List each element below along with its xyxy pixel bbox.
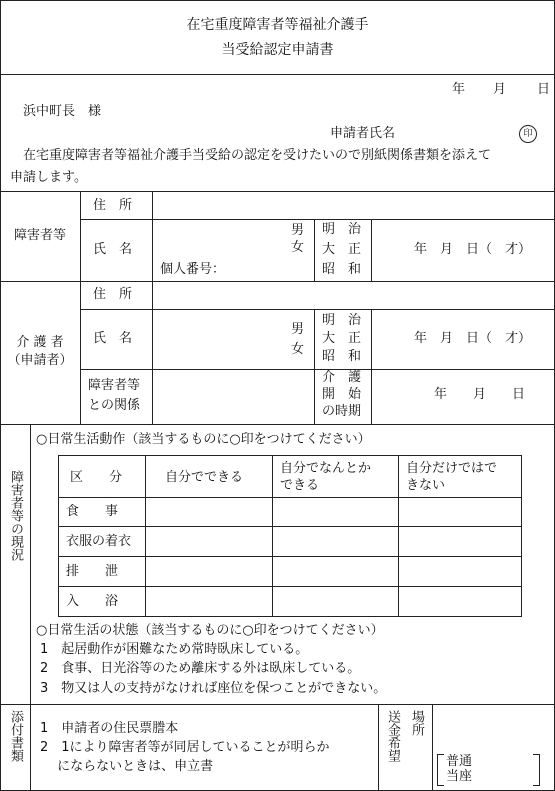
relation-field[interactable] [153, 370, 313, 423]
adl-heading: ○日常生活動作（該当するものに○印をつけてください） [36, 432, 371, 447]
disabled-address-label: 住 所 [93, 198, 133, 213]
adl-table-rule [145, 455, 146, 616]
disabled-name-field[interactable] [153, 220, 303, 260]
caregiver-birthdate[interactable]: 年 月 日（ 才） [414, 331, 532, 346]
adl-row-eating: 食 事 [66, 504, 119, 519]
divider [0, 424, 555, 425]
relation-label-line2: との関係 [88, 398, 141, 413]
seal-mark: 印 [519, 125, 537, 143]
attachment-item-2-cont: にならないときは、申立書 [40, 759, 214, 774]
caregiver-name-field[interactable] [153, 310, 303, 368]
caregiver-name-label: 氏 名 [93, 331, 133, 346]
adl-row-excretion: 排 泄 [66, 564, 119, 579]
disabled-gender-male[interactable]: 男 [291, 223, 305, 238]
divider [80, 191, 81, 424]
adl-header-cannot-alone: 自分だけではで きない [406, 461, 498, 493]
caregiver-section-label: 介 護 者 [16, 335, 64, 350]
remittance-label-2: 場所 [409, 710, 424, 736]
disabled-gender-female[interactable]: 女 [291, 240, 305, 255]
date-day-label: 日 [537, 82, 551, 97]
remittance-label: 送金希望 [385, 710, 400, 762]
disabled-era-taisho[interactable]: 大 正 [322, 242, 362, 257]
divider [371, 219, 372, 281]
adl-table-rule [58, 497, 522, 498]
status-section-label: 障害者等の現況 [8, 470, 23, 561]
life-status-option[interactable]: 1 起居動作が困難なため常時臥床している。 [40, 642, 309, 657]
disabled-birthdate[interactable]: 年 月 日（ 才） [414, 242, 532, 257]
bracket-left [437, 754, 444, 786]
life-status-heading: ○日常生活の状態（該当するものに○印をつけてください） [36, 623, 384, 638]
caregiver-applicant-note: （申請者） [7, 353, 73, 368]
adl-row-dressing: 衣服の着衣 [66, 534, 132, 549]
caregiver-gender-male[interactable]: 男 [291, 322, 305, 337]
divider [30, 424, 31, 791]
mynumber-label: 個人番号： [160, 262, 226, 277]
life-status-option[interactable]: 2 食事、日光浴等のため離床する外は臥床している。 [40, 661, 361, 676]
divider [314, 219, 315, 281]
divider [371, 309, 372, 424]
adl-table-rule [398, 455, 399, 616]
disabled-era-meiji[interactable]: 明 治 [322, 222, 362, 237]
divider [378, 704, 379, 791]
divider [314, 309, 315, 424]
date-year-label: 年 [452, 82, 466, 97]
adl-header-can-manage: 自分でなんとか できる [280, 461, 372, 493]
attachments-section-label: 添付書類 [8, 710, 23, 762]
adl-header-can-do: 自分でできる [165, 470, 244, 485]
form-title-line2: 当受給認定申請書 [221, 42, 334, 58]
attachment-item-1: 1 申請者の住民票謄本 [40, 721, 179, 736]
divider [0, 74, 555, 75]
adl-table-rule [272, 455, 273, 616]
adl-table-rule [58, 526, 522, 527]
applicant-name-label: 申請者氏名 [330, 126, 396, 141]
caregiver-era-showa[interactable]: 昭 和 [322, 349, 362, 364]
caregiver-era-taisho[interactable]: 大 正 [322, 331, 362, 346]
disabled-address-field[interactable] [153, 192, 554, 219]
adl-table-rule [58, 586, 522, 587]
intro-text-line1: 在宅重度障害者等福祉介護手当受給の認定を受けたいので別紙関係書類を添えて [23, 148, 492, 163]
caregiver-address-field[interactable] [153, 282, 554, 309]
divider [432, 704, 433, 791]
care-start-label-line1: 介 護 [322, 370, 362, 385]
adl-row-bathing: 入 浴 [66, 594, 119, 609]
caregiver-era-meiji[interactable]: 明 治 [322, 313, 362, 328]
date-month-label: 月 [493, 82, 507, 97]
account-type-ordinary[interactable]: 普通 [446, 754, 473, 769]
caregiver-address-label: 住 所 [93, 287, 133, 302]
account-type-checking[interactable]: 当座 [446, 769, 473, 784]
disabled-section-label: 障害者等 [13, 228, 66, 243]
addressee: 浜中町長 様 [23, 104, 102, 119]
intro-text-line2: 申請します。 [10, 170, 87, 185]
care-start-label-line2: 開 始 [322, 387, 362, 402]
life-status-option[interactable]: 3 物又は人の支持がなければ座位を保つことができない。 [40, 681, 387, 696]
care-start-date[interactable]: 年 月 日 [434, 387, 526, 402]
care-start-label-line3: の時期 [322, 404, 362, 419]
form-title-line1: 在宅重度障害者等福祉介護手 [186, 17, 369, 33]
bracket-right [533, 754, 540, 786]
attachment-item-2: 2 1により障害者等が同居していることが明らか [40, 740, 330, 755]
adl-header-category: 区 分 [70, 470, 123, 485]
disabled-era-showa[interactable]: 昭 和 [322, 262, 362, 277]
divider [0, 704, 555, 705]
adl-table-rule [58, 556, 522, 557]
caregiver-gender-female[interactable]: 女 [291, 342, 305, 357]
disabled-name-label: 氏 名 [93, 242, 133, 257]
relation-label-line1: 障害者等 [88, 378, 141, 393]
